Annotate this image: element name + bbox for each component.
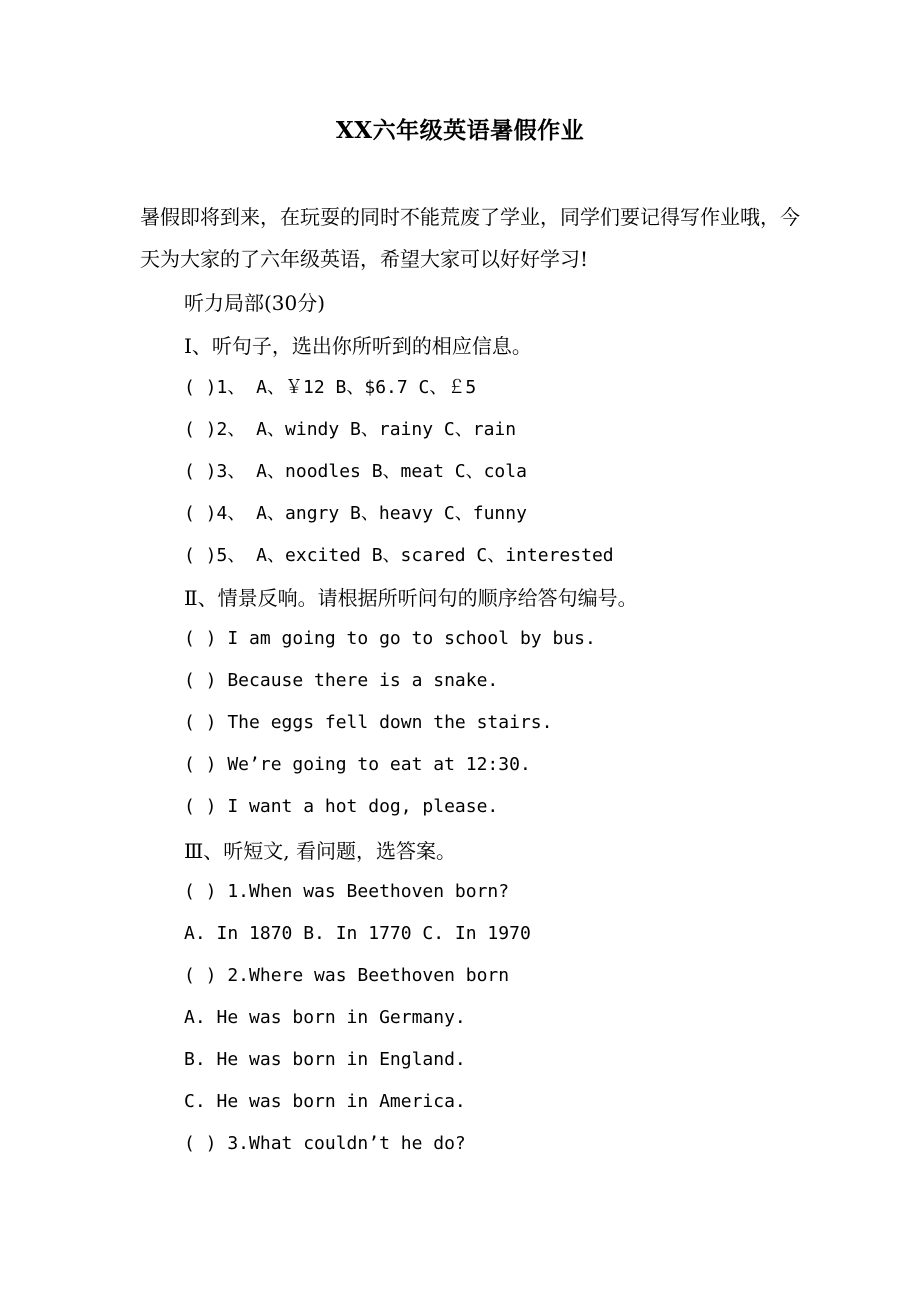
section2-answer-5: ( ) I want a hot dog, please. xyxy=(184,796,499,817)
section1-question-3: ( )3、 A、noodles B、meat C、cola xyxy=(184,461,527,482)
section1-question-1: ( )1、 A、￥12 B、$6.7 C、￡5 xyxy=(184,377,477,398)
section3-question-2: ( ) 2.Where was Beethoven born xyxy=(184,965,510,986)
intro-paragraph: 暑假即将到来，在玩耍的同时不能荒废了学业，同学们要记得写作业哦，今天为大家的了六年级英语，希望大家可以好好学习! xyxy=(140,205,800,271)
section1-question-2: ( )2、 A、windy B、rainy C、rain xyxy=(184,419,517,440)
section2-answer-3: ( ) The eggs fell down the stairs. xyxy=(184,712,553,733)
section3-heading: Ⅲ、听短文, 看问题，选答案。 xyxy=(184,839,457,863)
section3-question-1: ( ) 1.When was Beethoven born? xyxy=(184,881,510,902)
section3-option-a: A. He was born in Germany. xyxy=(184,1007,466,1028)
section3-options-1: A. In 1870 B. In 1770 C. In 1970 xyxy=(184,923,531,944)
section2-answer-1: ( ) I am going to go to school by bus. xyxy=(184,628,596,649)
section1-heading: Ⅰ、听句子，选出你所听到的相应信息。 xyxy=(184,334,532,358)
section3-question-3: ( ) 3.What couldn’t he do? xyxy=(184,1133,466,1154)
listening-header: 听力局部(30分) xyxy=(184,291,326,315)
section3-option-c: C. He was born in America. xyxy=(184,1091,466,1112)
section1-question-5: ( )5、 A、excited B、scared C、interested xyxy=(184,545,614,566)
page-title: XX六年级英语暑假作业 xyxy=(335,117,585,144)
section1-question-4: ( )4、 A、angry B、heavy C、funny xyxy=(184,503,527,524)
section3-option-b: B. He was born in England. xyxy=(184,1049,466,1070)
section2-answer-2: ( ) Because there is a snake. xyxy=(184,670,499,691)
section2-answer-4: ( ) We’re going to eat at 12:30. xyxy=(184,754,531,775)
section2-heading: Ⅱ、情景反响。请根据所听问句的顺序给答句编号。 xyxy=(184,586,638,610)
